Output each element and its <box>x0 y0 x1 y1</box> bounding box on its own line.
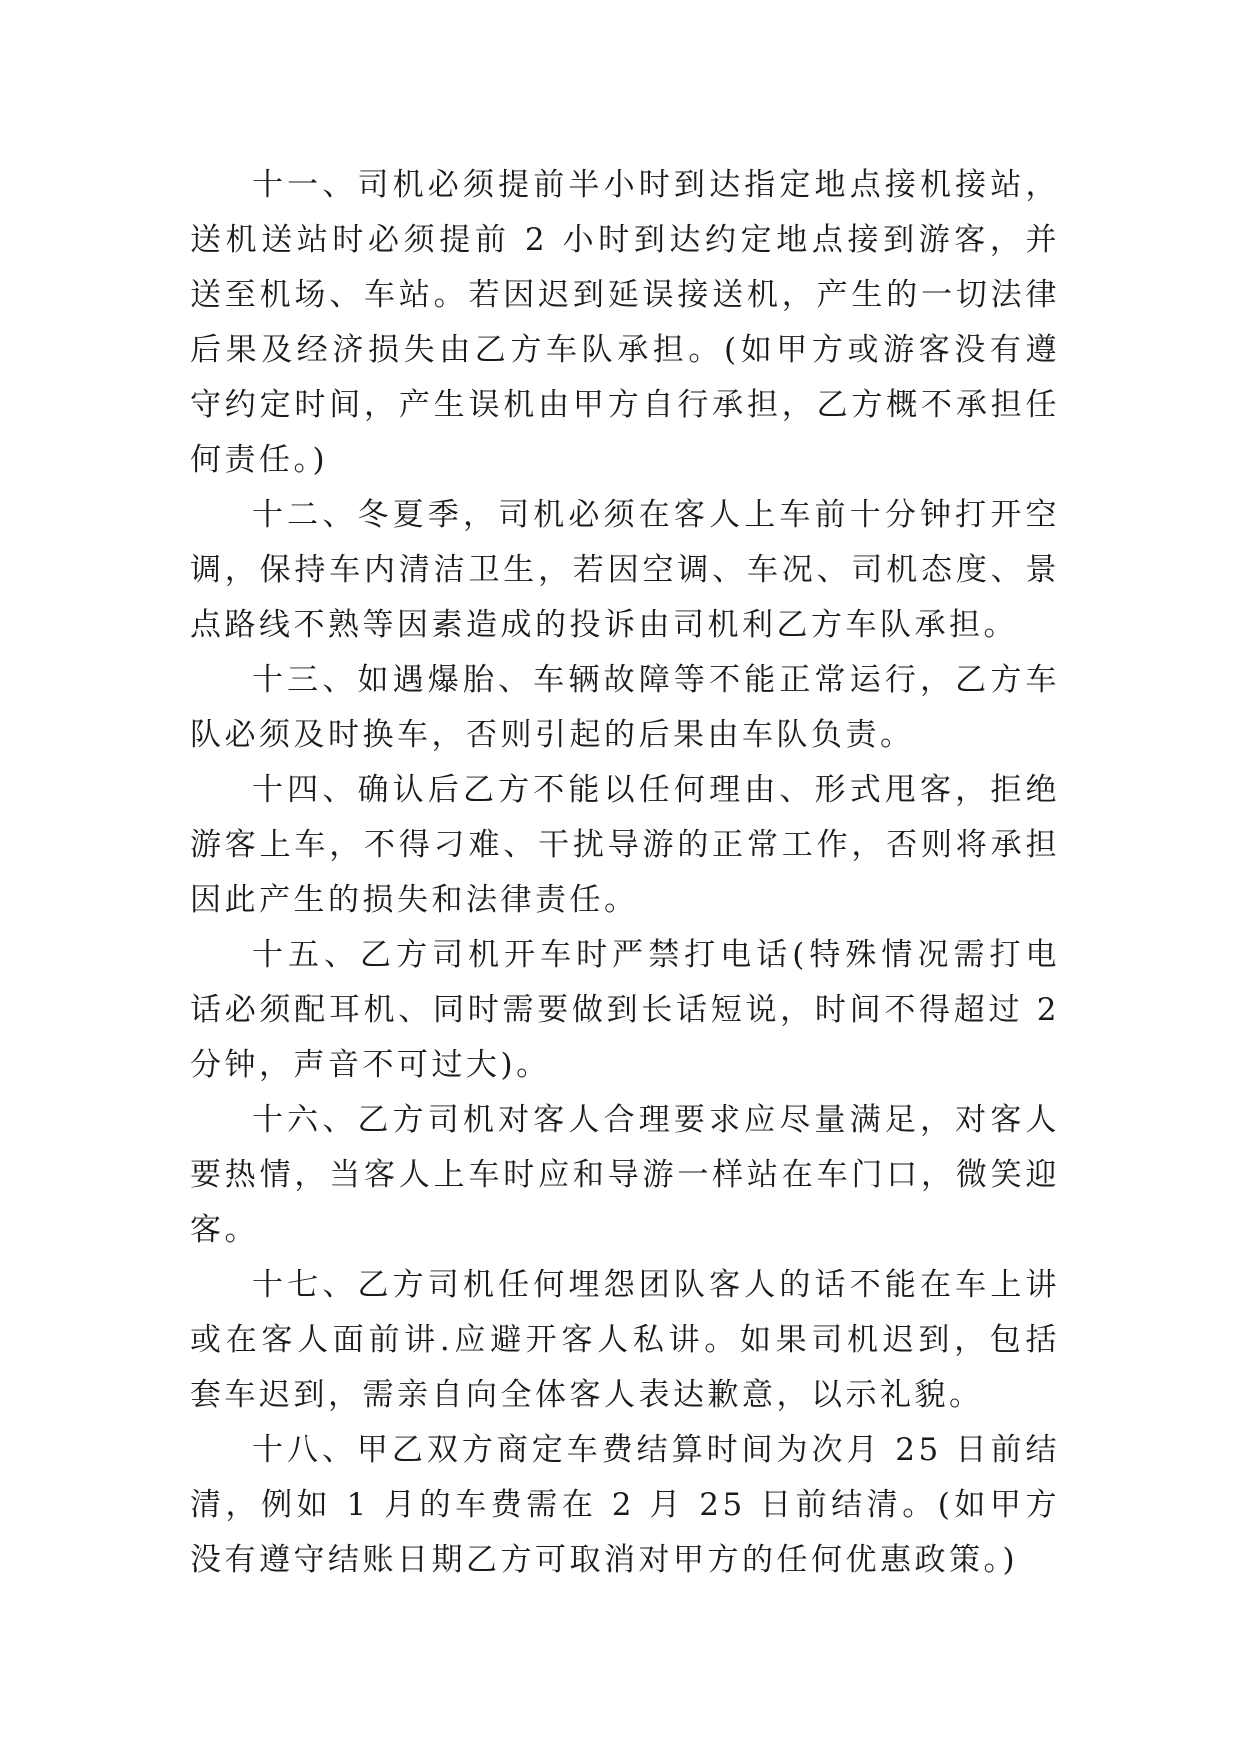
clause-12: 十二、冬夏季，司机必须在客人上车前十分钟打开空调，保持车内清洁卫生，若因空调、车况、司机态度、景点路线不熟等因素造成的投诉由司机利乙方车队承担。 <box>190 497 1060 643</box>
clause-15: 十五、乙方司机开车时严禁打电话(特殊情况需打电话必须配耳机、同时需要做到长话短说，时间不得超过 2 分钟，声音不可过大)。 <box>190 937 1060 1083</box>
clause-11: 十一、司机必须提前半小时到达指定地点接机接站，送机送站时必须提前 2 小时到达约定地点接到游客，并送至机场、车站。若因迟到延误接送机，产生的一切法律后果及经济损失由乙方车队承担。(如甲方或游客没有遵守约定时间，产生误机由甲方自行承担，乙方概不承担任何责任。) <box>190 167 1060 478</box>
clause-17: 十七、乙方司机任何埋怨团队客人的话不能在车上讲或在客人面前讲.应避开客人私讲。如果司机迟到，包括套车迟到，需亲自向全体客人表达歉意，以示礼貌。 <box>190 1267 1060 1413</box>
clause-14: 十四、确认后乙方不能以任何理由、形式甩客，拒绝游客上车，不得刁难、干扰导游的正常工作，否则将承担因此产生的损失和法律责任。 <box>190 772 1060 918</box>
document-body <box>190 158 1060 1588</box>
clause-13: 十三、如遇爆胎、车辆故障等不能正常运行，乙方车队必须及时换车，否则引起的后果由车队负责。 <box>190 662 1060 753</box>
clause-18: 十八、甲乙双方商定车费结算时间为次月 25 日前结清，例如 1 月的车费需在 2 月 25 日前结清。(如甲方没有遵守结账日期乙方可取消对甲方的任何优惠政策。) <box>190 1432 1060 1578</box>
clause-16: 十六、乙方司机对客人合理要求应尽量满足，对客人要热情，当客人上车时应和导游一样站在车门口，微笑迎客。 <box>190 1102 1060 1248</box>
